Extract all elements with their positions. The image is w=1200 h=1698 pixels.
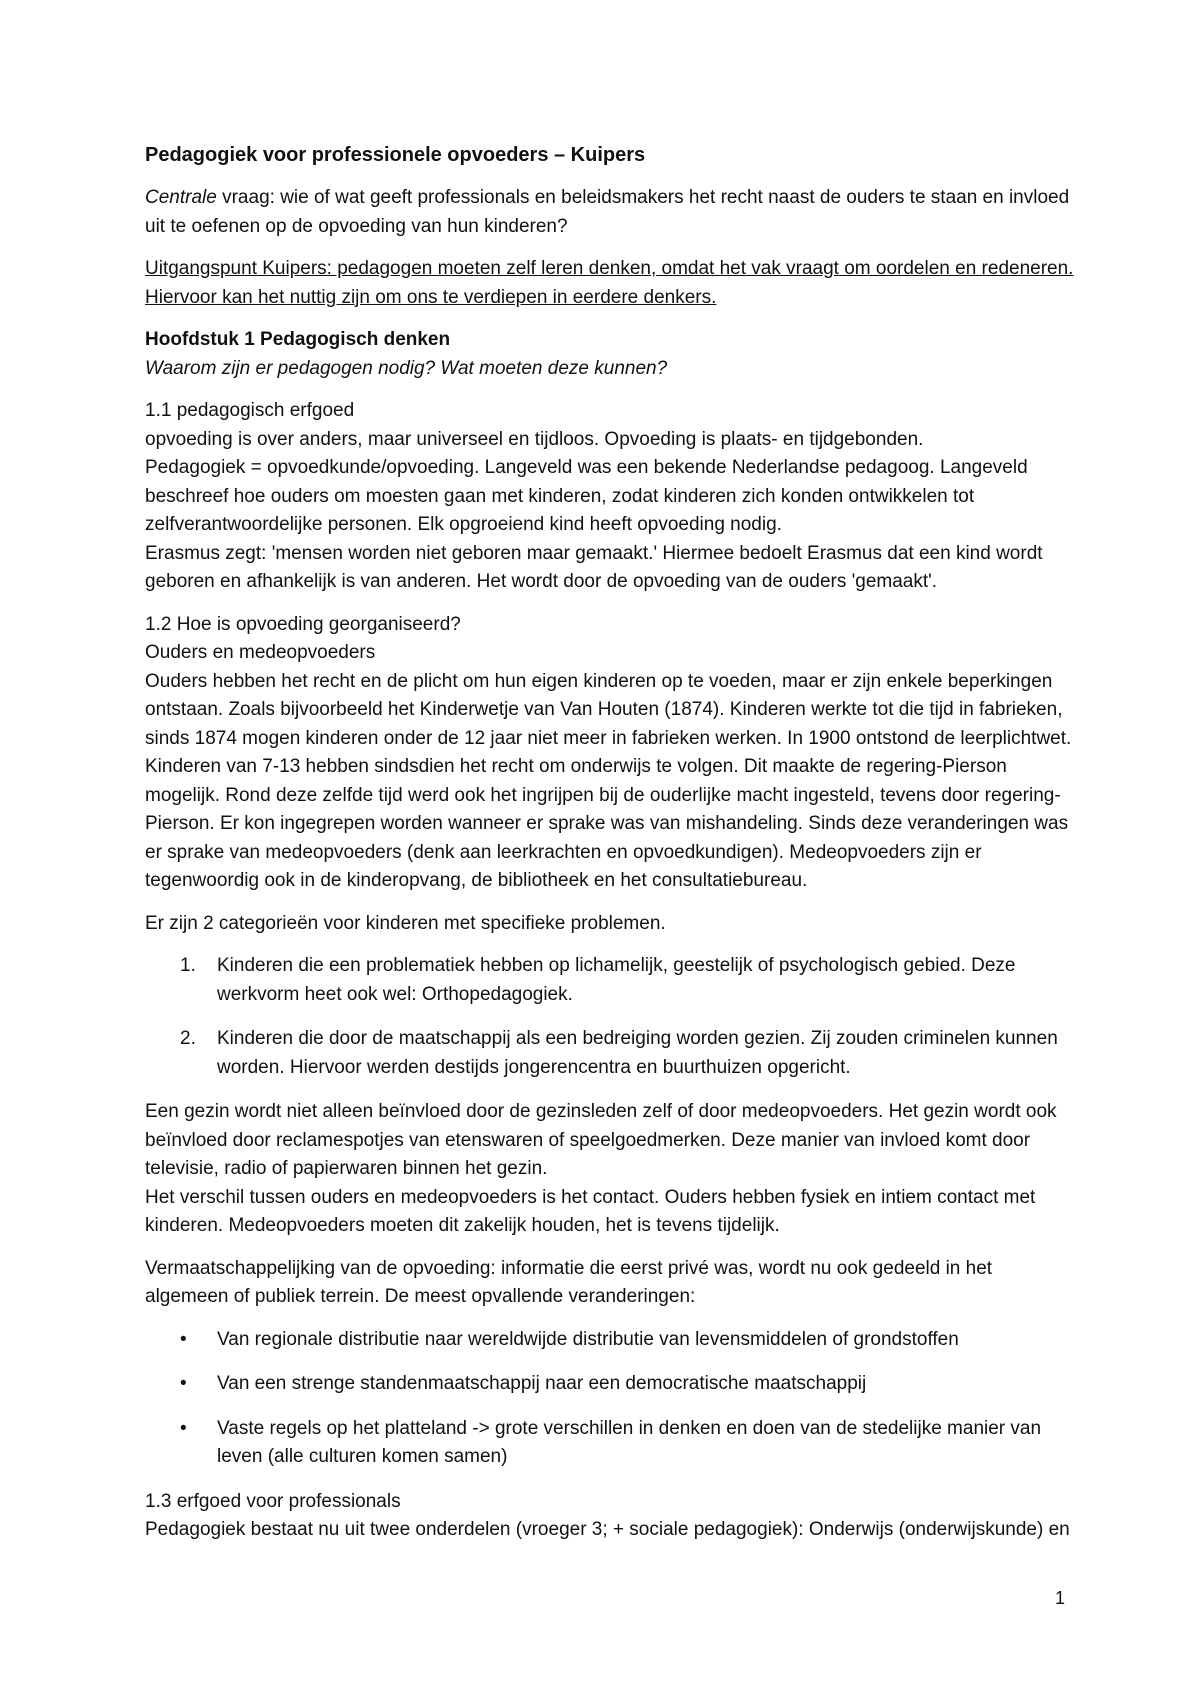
changes-list [145,1326,1075,1472]
socialization-paragraph: Vermaatschappelijking van de opvoeding: informatie die eerst privé was, wordt nu ook gedeeld in het algemeen of publiek terrein. De meest opvallende veranderingen: [145,1257,993,1307]
list-item [145,1025,1075,1082]
chapter-question: Waarom zijn er pedagogen nodig? Wat moeten deze kunnen? [145,357,668,379]
list-item [145,1415,1075,1472]
family-paragraph-2: Het verschil tussen ouders en medeopvoeders is het contact. Ouders hebben fysiek en intiem contact met kinderen. Medeopvoeders moeten dit zakelijk houden, het is tevens tijdelijk. [145,1186,1036,1236]
list-item-text: Kinderen die een problematiek hebben op lichamelijk, geestelijk of psychologisch gebied. Deze werkvorm heet ook wel: Orthopedagogiek. [217,955,1016,1005]
family-paragraph-1: Een gezin wordt niet alleen beïnvloed door de gezinsleden zelf of door medeopvoeders. Het gezin wordt ook beïnvloed door reclamespotjes van etenswaren of speelgoedmerken. Deze manier van invloed komt door televisie, radio of papierwaren binnen het gezin. [145,1101,1057,1179]
section-1-1 [145,397,1075,597]
section-heading-1-3: 1.3 erfgoed voor professionals [145,1490,401,1512]
section-1-2 [145,611,1075,896]
chapter-1 [145,326,1075,383]
section-1-3-line-1: Pedagogiek bestaat nu uit twee onderdelen (vroeger 3; + sociale pedagogiek): Onderwijs (onderwijskunde) en [145,1519,1070,1540]
bullet-icon: • [180,1417,187,1439]
page-number: 1 [1054,1588,1065,1608]
list-number: 1. [180,955,196,976]
list-item [145,1326,1075,1355]
family-influence [145,1098,1075,1241]
section-1-1-line-1: opvoeding is over anders, maar universeel en tijdloos. Opvoeding is plaats- en tijdgebonden. [145,428,924,450]
categories-list [145,952,1075,1082]
chapter-heading: Hoofdstuk 1 Pedagogisch denken [145,329,451,350]
section-1-3 [145,1488,1075,1545]
bullet-icon: • [180,1373,187,1394]
list-item-text: Kinderen die door de maatschappij als een bedreiging worden gezien. Zij zouden criminelen kunnen worden. Hiervoor werden destijds jongerencentra en buurthuizen opgericht. [217,1028,1058,1078]
document-body [145,140,1075,1545]
central-question [145,184,1075,241]
list-item-text: Van regionale distributie naar wereldwijde distributie van levensmiddelen of grondstoffen [217,1328,959,1350]
section-1-1-line-3: Erasmus zegt: 'mensen worden niet geboren maar gemaakt.' Hiermee bedoelt Erasmus dat een kind wordt geboren en afhankelijk is van anderen. Het wordt door de opvoeding van de ouders 'gemaakt'. [145,542,1043,592]
list-item-text: Van een strenge standenmaatschappij naar een democratische maatschappij [217,1373,867,1394]
list-item [145,952,1075,1009]
starting-point: Uitgangspunt Kuipers: pedagogen moeten zelf leren denken, omdat het vak vraagt om oordelen en redeneren. Hiervoor kan het nuttig zijn om ons te verdiepen in eerdere denkers. [145,258,1074,308]
document-title: Pedagogiek voor professionele opvoeders – Kuipers [145,144,646,166]
central-question-label: Centrale [145,187,217,208]
bullet-icon: • [180,1328,187,1350]
section-1-1-line-2: Pedagogiek = opvoedkunde/opvoeding. Langeveld was een bekende Nederlandse pedagoog. Langeveld beschreef hoe ouders om moesten gaan met kinderen, zodat kinderen zich konden ontwikkelen tot zelfverantwoordelijke personen. Elk opgroeiend kind heeft opvoeding nodig. [145,457,1028,535]
section-heading-1-1: 1.1 pedagogisch erfgoed [145,400,355,421]
categories-intro: Er zijn 2 categorieën voor kinderen met specifieke problemen. [145,912,666,934]
section-heading-1-2: 1.2 Hoe is opvoeding georganiseerd? [145,613,461,635]
section-subheading: Ouders en medeopvoeders [145,642,376,663]
section-1-2-paragraph: Ouders hebben het recht en de plicht om hun eigen kinderen op te voeden, maar er zijn enkele beperkingen ontstaan. Zoals bijvoorbeeld het Kinderwetje van Van Houten (1874). Kinderen werkte tot die tijd in fabrieken, sinds 1874 mogen kinderen onder de 12 jaar niet meer in fabrieken werken. In 1900 ontstond de leerplichtwet. Kinderen van 7-13 hebben sindsdien het recht om onderwijs te volgen. Dit maakte de regering-Pierson mogelijk. Rond deze zelfde tijd werd ook het ingrijpen bij de ouderlijke macht ingesteld, tevens door regering-Pierson. Er kon ingegrepen worden wanneer er sprake was van mishandeling. Sinds deze veranderingen was er sprake van medeopvoeders (denk aan leerkrachten en opvoedkundigen). Medeopvoeders zijn er tegenwoordig ook in de kinderopvang, de bibliotheek en het consultatiebureau. [145,670,1072,891]
central-question-text: vraag: wie of wat geeft professionals en beleidsmakers het recht naast de ouders te staan en invloed uit te oefenen op de opvoeding van hun kinderen? [145,187,1070,237]
list-number: 2. [180,1028,196,1049]
list-item [145,1370,1075,1399]
list-item-text: Vaste regels op het platteland -> grote verschillen in denken en doen van de stedelijke manier van leven (alle culturen komen samen) [217,1417,1042,1467]
